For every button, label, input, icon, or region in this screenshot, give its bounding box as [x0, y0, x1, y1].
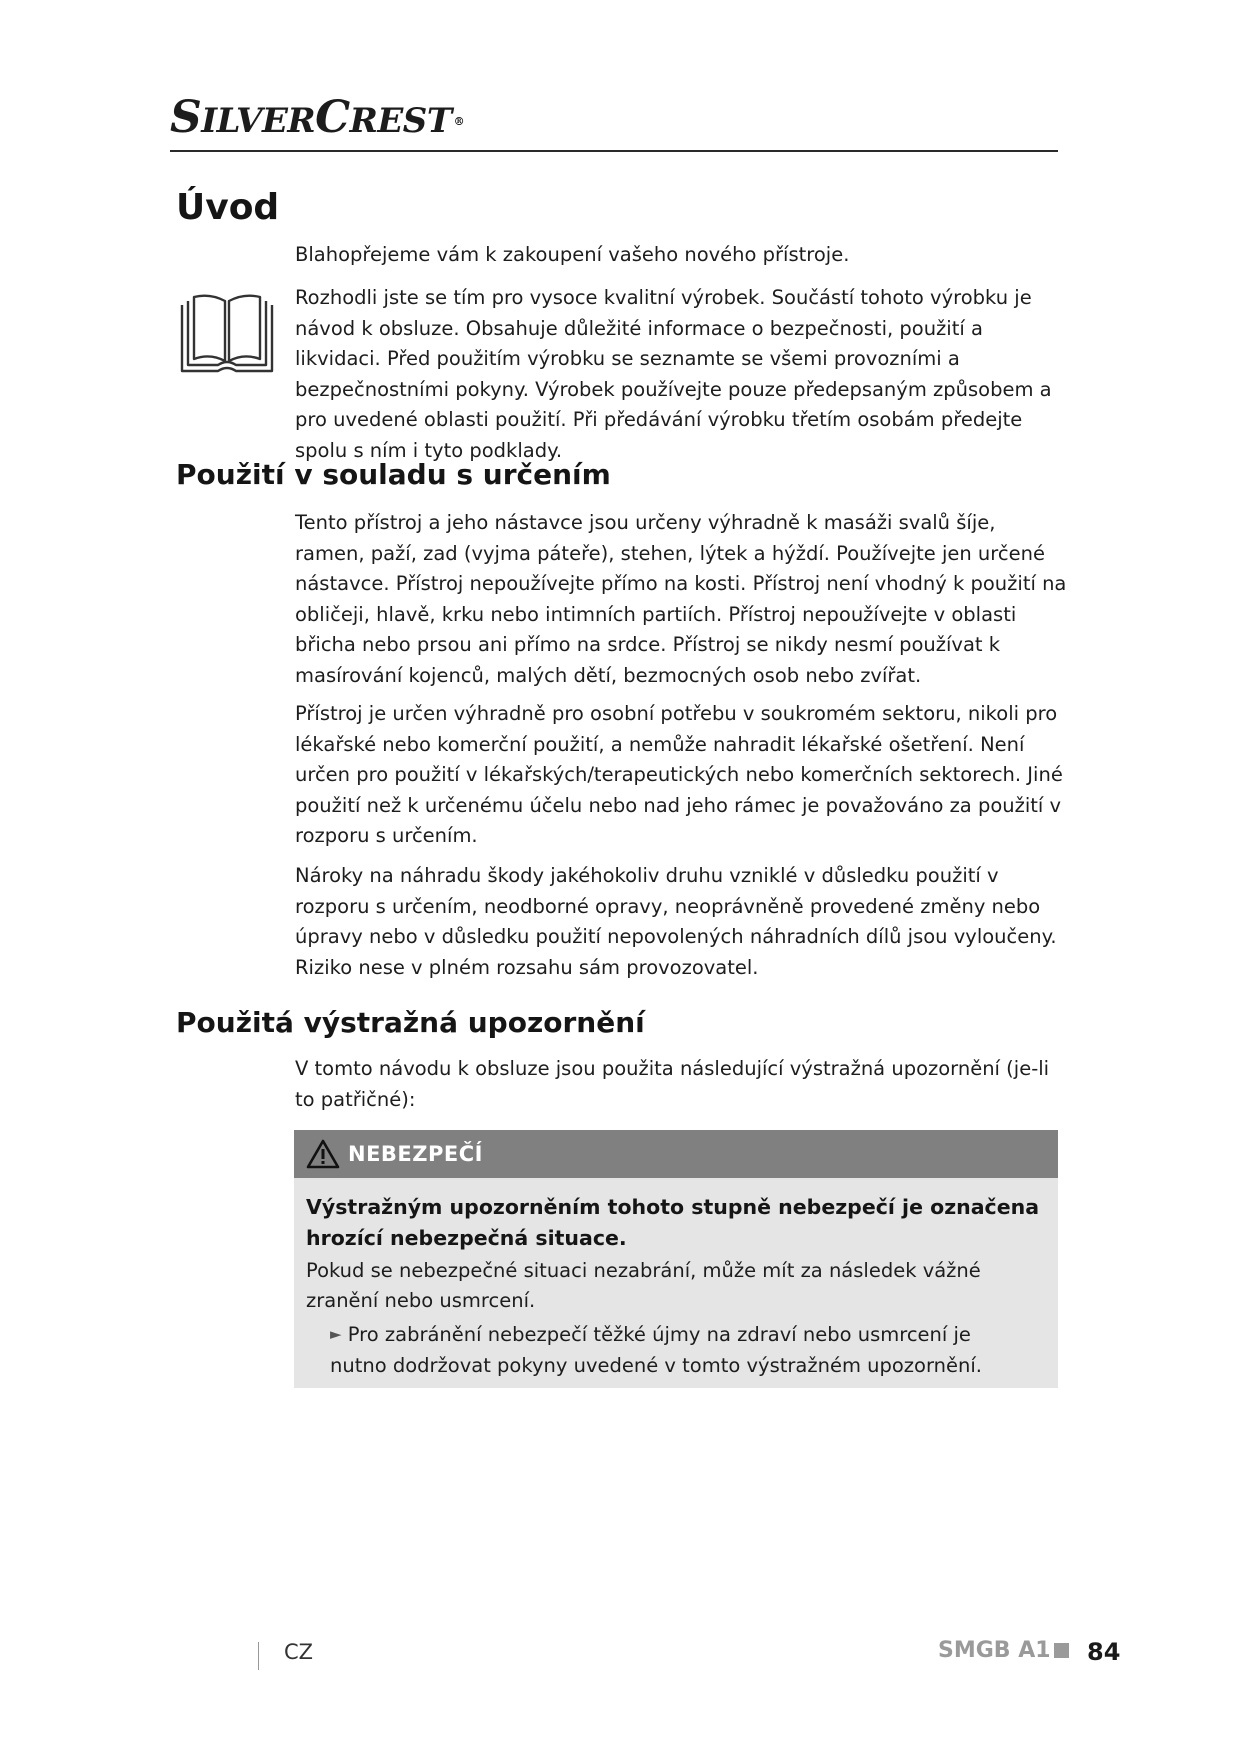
- header-rule: [170, 150, 1058, 152]
- footer-model-text: SMGB A1: [938, 1638, 1051, 1663]
- logo-rest: REST: [349, 101, 452, 141]
- warnings-lead-text: V tomto návodu k obsluze jsou použita následující výstražná upozornění (je-li to patřičné):: [295, 1057, 1050, 1111]
- intro-heading: Úvod: [176, 187, 280, 228]
- silvercrest-logo: [170, 92, 464, 144]
- footer-language: CZ: [284, 1640, 314, 1664]
- logo-letter-s: S: [170, 92, 202, 143]
- danger-bold-text: Výstražným upozorněním tohoto stupně nebezpečí je označena hrozící nebezpečná situace.: [306, 1195, 1040, 1250]
- intended-use-p3-text: Nároky na náhradu škody jakéhokoliv druhu vzniklé v důsledku použití v rozporu s určením, neodborné opravy, neoprávněně provedené změny nebo úpravy nebo v důsledku použití nepovolených náhradních dílů jsou vyloučeny. Riziko nese v plném rozsahu sám provozovatel.: [295, 864, 1057, 979]
- warnings-heading: Použitá výstražná upozornění: [176, 1006, 645, 1039]
- warning-triangle-icon: [306, 1139, 340, 1169]
- warnings-lead: [295, 1054, 1065, 1115]
- danger-instruction-text: Pro zabránění nebezpečí těžké újmy na zdraví nebo usmrcení je nutno dodržovat pokyny uvedené v tomto výstražném upozornění.: [330, 1323, 982, 1377]
- footer-model: [938, 1638, 1069, 1663]
- footer-divider: [258, 1642, 259, 1670]
- footer-square-icon: [1054, 1643, 1069, 1658]
- bullet-arrow-icon: ►: [330, 1325, 342, 1343]
- intro-lead: [295, 240, 1065, 271]
- danger-instruction: [330, 1320, 1030, 1381]
- logo-letter-c: C: [315, 92, 350, 143]
- footer-page-number: 84: [1087, 1638, 1121, 1666]
- danger-warning-box: [294, 1130, 1058, 1388]
- intended-use-p2: [295, 699, 1067, 852]
- danger-label: NEBEZPEČÍ: [348, 1142, 483, 1166]
- intended-use-p3: [295, 861, 1075, 983]
- intro-body-text: Rozhodli jste se tím pro vysoce kvalitní výrobek. Součástí tohoto výrobku je návod k obsluze. Obsahuje důležité informace o bezpečnosti, použití a likvidaci. Před použitím výrobku se seznamte se všemi provozními a bezpečnostními pokyny. Výrobek používejte pouze předepsaným způsobem a pro uvedené oblasti použití. Při předávání výrobku třetím osobám předejte spolu s ním i tyto podklady.: [295, 286, 1052, 462]
- danger-warning-header: [294, 1130, 1058, 1178]
- intended-use-p2-text: Přístroj je určen výhradně pro osobní potřebu v soukromém sektoru, nikoli pro lékařské nebo komerční použití, a nemůže nahradit lékařské ošetření. Není určen pro použití v lékařských/terapeutických nebo komerčních sektorech. Jiné použití než k určenému účelu nebo nad jeho rámec je považováno za použití v rozporu s určením.: [295, 702, 1063, 847]
- intended-use-heading: Použití v souladu s určením: [176, 458, 611, 491]
- intended-use-p1: [295, 508, 1067, 691]
- logo-ilver: ILVER: [201, 101, 316, 141]
- intro-lead-text: Blahopřejeme vám k zakoupení vašeho nového přístroje.: [295, 243, 850, 266]
- intro-body: [295, 283, 1065, 466]
- book-icon: [178, 293, 276, 375]
- danger-consequence-text: Pokud se nebezpečné situaci nezabrání, může mít za následek vážné zranění nebo usmrcení.: [306, 1259, 981, 1312]
- logo-registered-mark: ®: [453, 115, 465, 128]
- intended-use-p1-text: Tento přístroj a jeho nástavce jsou určeny výhradně k masáži svalů šíje, ramen, paží, zad (vyjma páteře), stehen, lýtek a hýždí. Používejte jen určené nástavce. Přístroj nepoužívejte přímo na kosti. Přístroj není vhodný k použití na obličeji, hlavě, krku nebo intimních partiích. Přístroj nepoužívejte v oblasti břicha nebo prsou ani přímo na srdce. Přístroj se nikdy nesmí používat k masírování kojenců, malých dětí, bezmocných osob nebo zvířat.: [295, 511, 1067, 687]
